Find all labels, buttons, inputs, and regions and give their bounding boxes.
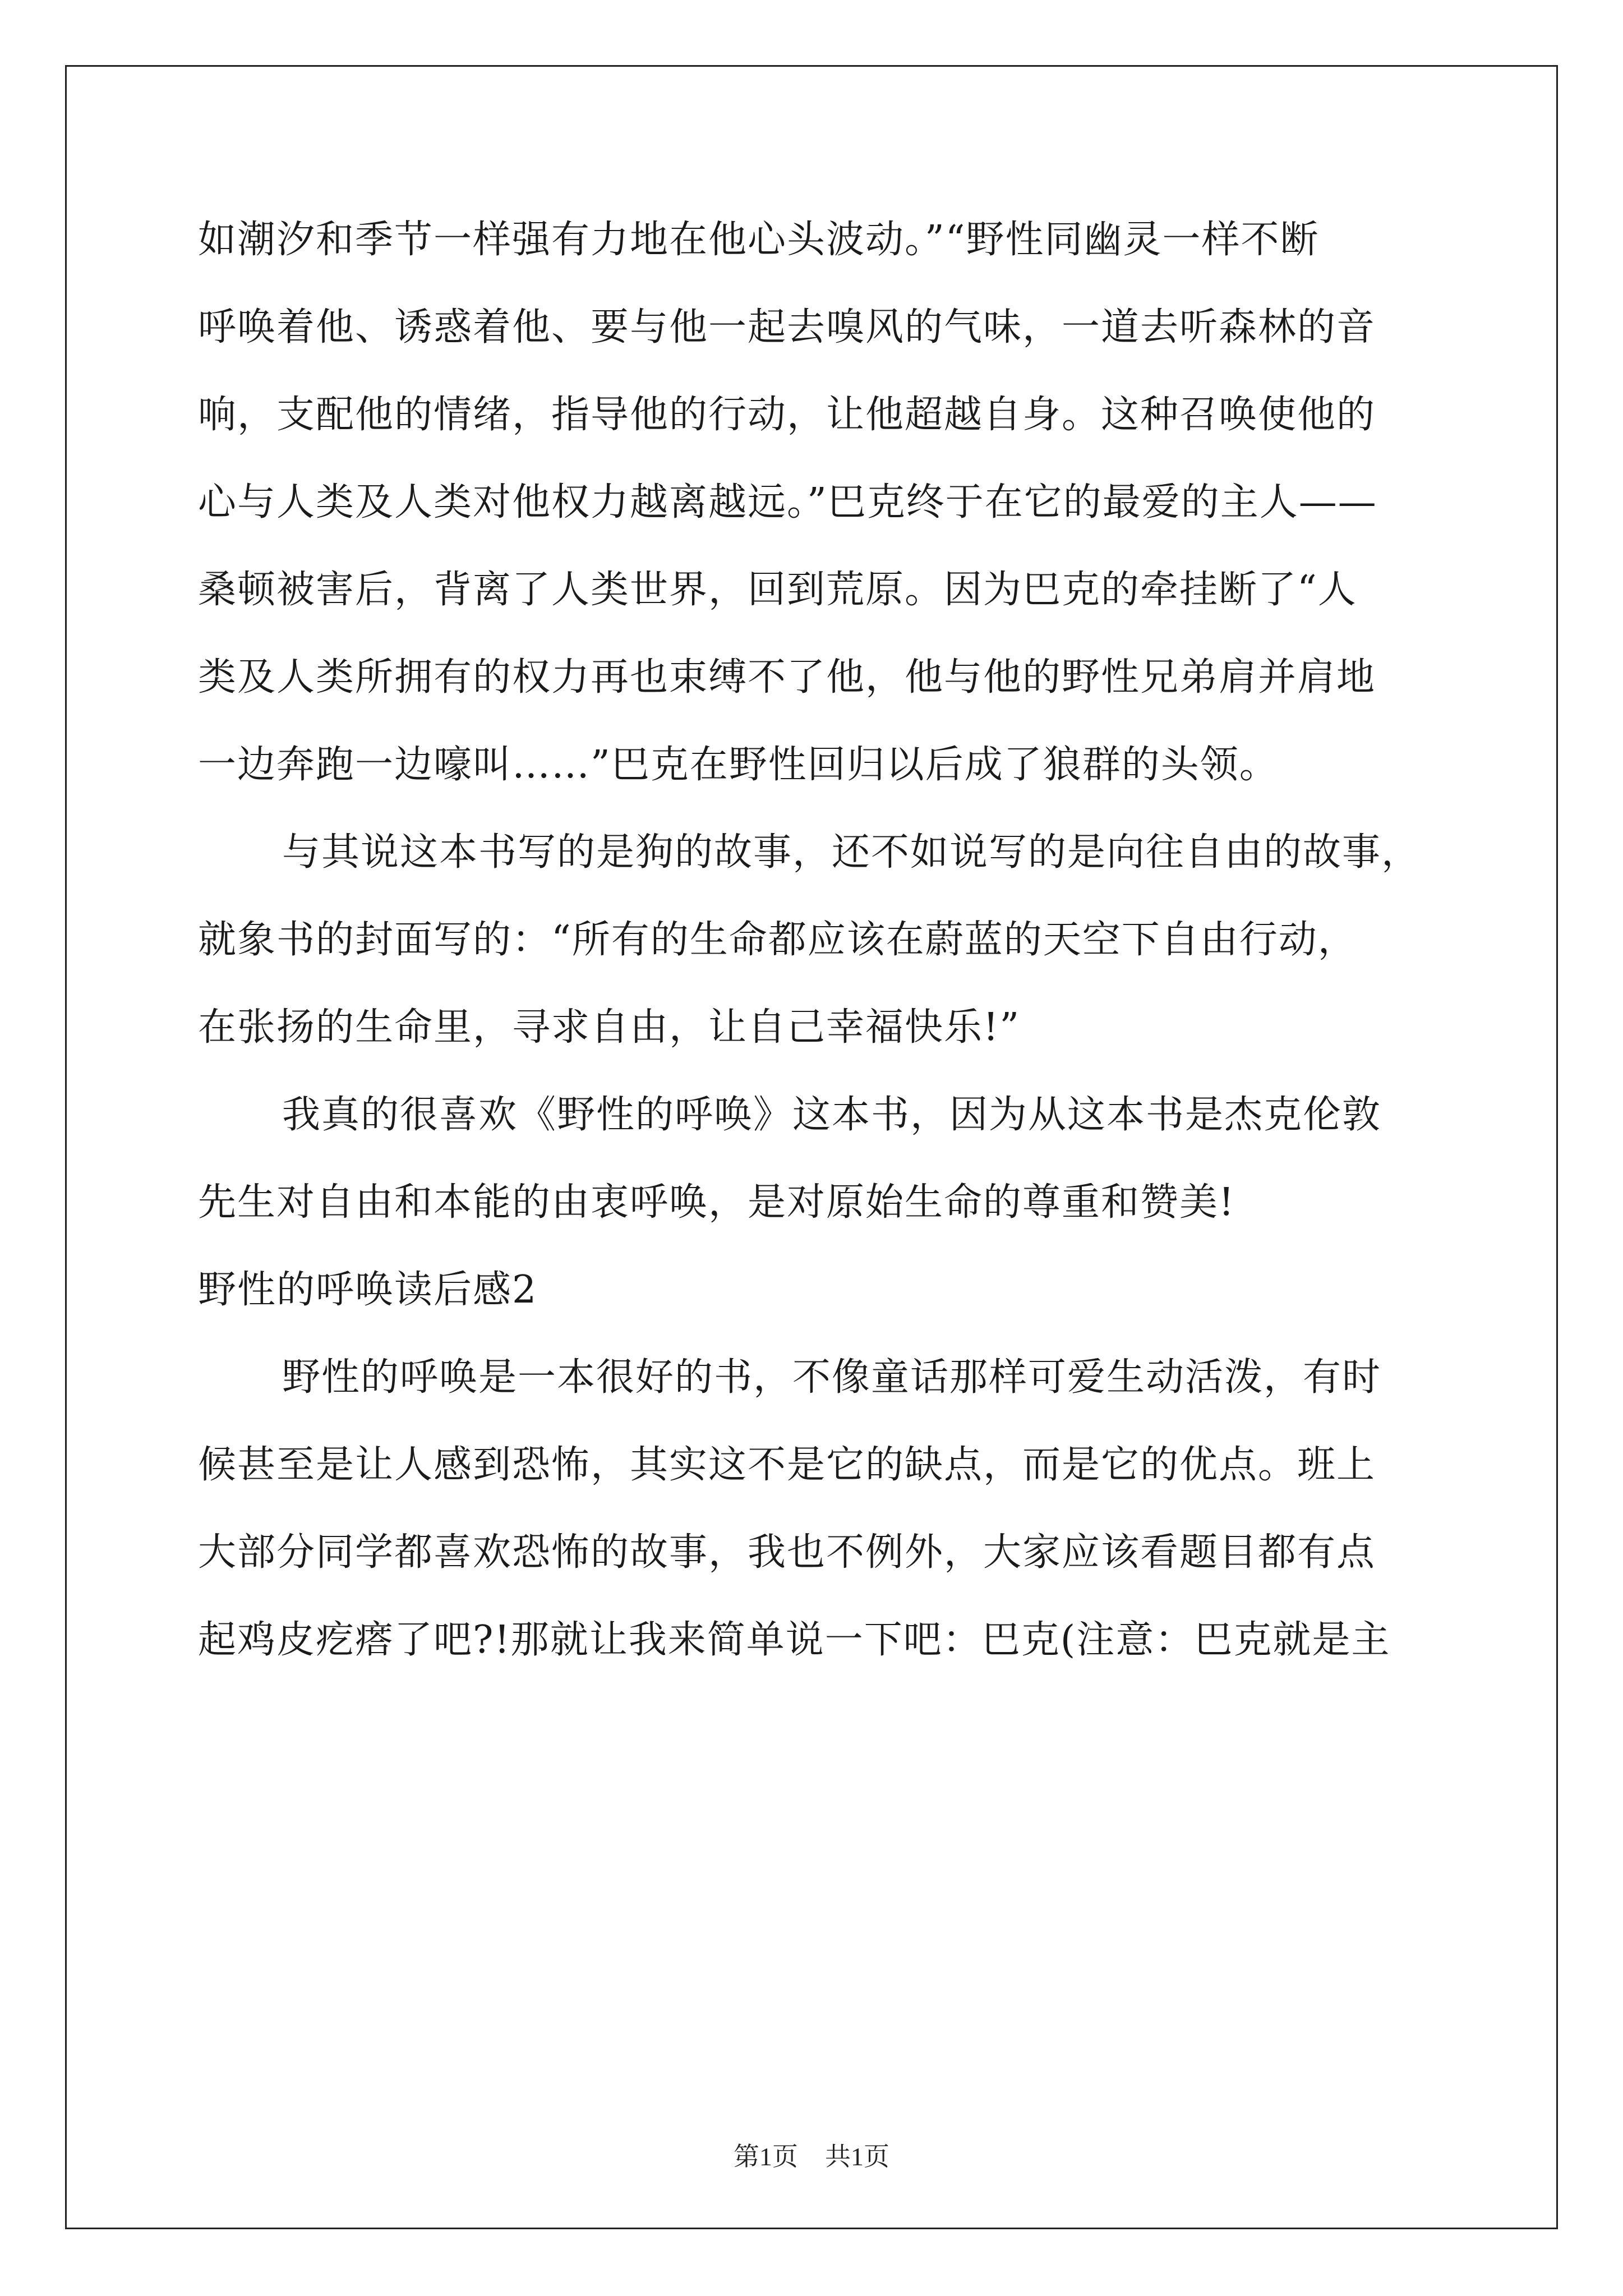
page-number: 第1页 — [734, 2142, 798, 2171]
section-heading: 野性的呼唤读后感2 — [198, 1268, 538, 1312]
text-line: 呼唤着他、诱惑着他、要与他一起去嗅风的气味，一道去听森林的音 — [198, 305, 1376, 349]
text-line: 就象书的封面写的：“所有的生命都应该在蔚蓝的天空下自由行动， — [198, 918, 1357, 962]
text-line: 在张扬的生命里，寻求自由，让自己幸福快乐!” — [198, 1005, 1021, 1050]
paragraph-start-line: 与其说这本书写的是狗的故事，还不如说写的是向往自由的故事， — [282, 830, 1421, 875]
paragraph-start-line: 野性的呼唤是一本很好的书，不像童话那样可爱生动活泼，有时 — [282, 1355, 1382, 1400]
page-footer — [0, 2143, 1623, 2171]
text-line: 起鸡皮疙瘩了吧?!那就让我来简单说一下吧：巴克(注意：巴克就是主 — [198, 1618, 1391, 1662]
text-line: 候甚至是让人感到恐怖，其实这不是它的缺点，而是它的优点。班上 — [198, 1443, 1376, 1487]
text-line: 大部分同学都喜欢恐怖的故事，我也不例外，大家应该看题目都有点 — [198, 1530, 1376, 1575]
text-line: 一边奔跑一边嚎叫……”巴克在野性回归以后成了狼群的头领。 — [198, 743, 1279, 787]
text-line: 桑顿被害后，背离了人类世界，回到荒原。因为巴克的牵挂断了“人 — [198, 568, 1357, 612]
page-total: 共1页 — [825, 2142, 889, 2171]
text-line: 心与人类及人类对他权力越离越远。”巴克终于在它的最爱的主人—— — [198, 480, 1377, 524]
text-line: 如潮汐和季节一样强有力地在他心头波动。”“野性同幽灵一样不断 — [198, 218, 1320, 262]
paragraph-start-line: 我真的很喜欢《野性的呼唤》这本书，因为从这本书是杰克伦敦 — [282, 1093, 1382, 1137]
text-line: 先生对自由和本能的由衷呼唤，是对原始生命的尊重和赞美! — [198, 1180, 1235, 1225]
text-line: 响，支配他的情绪，指导他的行动，让他超越自身。这种召唤使他的 — [198, 393, 1376, 437]
document-body — [198, 219, 1432, 1706]
text-line: 类及人类所拥有的权力再也束缚不了他，他与他的野性兄弟肩并肩地 — [198, 655, 1376, 700]
